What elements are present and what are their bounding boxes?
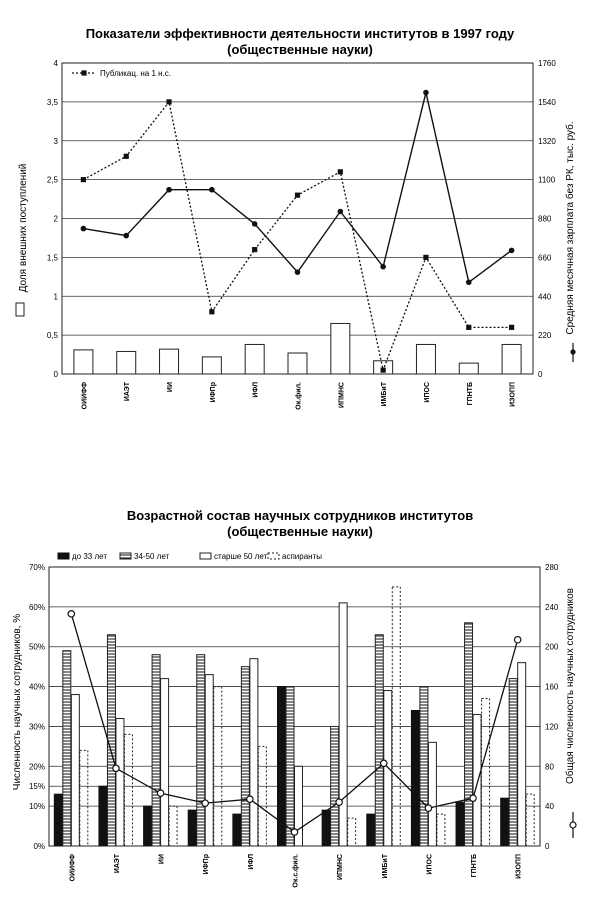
chart1-point-solid	[252, 221, 258, 227]
chart2-bar-senior	[161, 679, 169, 846]
chart1-right-tick: 1760	[538, 59, 556, 68]
chart2-legend-swatch	[268, 553, 279, 559]
chart1-point-dotted	[166, 99, 171, 104]
chart2-bar-postgrad	[80, 750, 88, 846]
chart1-point-dotted	[338, 169, 343, 174]
chart2-category-label: ИАЭТ	[113, 854, 121, 874]
chart-efficiency	[0, 0, 600, 440]
chart1-right-tick: 1100	[538, 175, 556, 185]
chart1-point-dotted	[295, 193, 300, 198]
chart2-right-tick: 80	[545, 762, 554, 772]
chart2-category-label: ОИИФФ	[69, 854, 77, 882]
chart2-bar-senior	[205, 675, 213, 846]
chart1-point-solid	[466, 279, 472, 285]
chart1-legend-marker	[81, 70, 86, 75]
chart1-point-solid	[423, 90, 429, 96]
chart2-bar-young	[144, 806, 152, 846]
chart2-point-total	[336, 799, 342, 805]
chart2-right-axis-label: Общая численность научных сотрудников	[565, 588, 576, 784]
chart2-left-tick: 30%	[28, 722, 45, 732]
chart1-category-label: ИПМНС	[338, 382, 346, 409]
chart1-right-tick: 1540	[538, 97, 556, 107]
chart1-point-dotted	[423, 255, 428, 260]
chart1-point-solid	[123, 233, 129, 239]
chart2-legend-swatch	[58, 553, 69, 559]
chart1-point-solid	[166, 187, 172, 193]
chart1-right-tick: 660	[538, 253, 552, 263]
chart2-bar-postgrad	[169, 806, 177, 846]
chart1-category-label: ИФЛ	[252, 382, 260, 398]
chart2-left-tick: 40%	[28, 682, 45, 692]
chart2-bar-postgrad	[482, 699, 490, 846]
chart1-bar	[117, 351, 136, 374]
chart2-bar-senior	[250, 659, 258, 846]
chart2-bar-middle	[331, 726, 339, 846]
chart1-left-tick: 0,5	[46, 331, 58, 341]
chart2-category-label: ИЗОПП	[515, 854, 523, 879]
chart2-bar-young	[233, 814, 241, 846]
chart2-left-tick: 60%	[28, 602, 45, 612]
chart2-left-tick: 10%	[28, 802, 45, 812]
chart2-bar-senior	[428, 742, 436, 846]
chart2-bar-middle	[375, 635, 383, 846]
chart2-point-total	[157, 790, 163, 796]
chart2-right-tick: 240	[545, 602, 559, 612]
chart1-left-tick: 2,5	[46, 175, 58, 185]
chart2-bar-middle	[241, 667, 249, 846]
chart1-point-dotted	[466, 325, 471, 330]
chart1-left-tick: 1	[53, 292, 58, 302]
chart2-bar-young	[411, 710, 419, 846]
chart1-legend-label: Публикац. на 1 н.с.	[100, 69, 171, 78]
chart1-category-label: ИАЭТ	[124, 382, 132, 402]
chart2-category-label: ИИ	[158, 854, 166, 865]
chart1-left-axis-label: Доля внешних поступлений	[18, 163, 29, 293]
chart2-bar-middle	[286, 687, 294, 846]
chart1-category-label: ГПНТБ	[466, 382, 474, 406]
chart2-category-label: ИПОС	[426, 854, 434, 875]
chart1-bar	[288, 353, 307, 374]
chart2-bar-young	[99, 786, 107, 846]
chart1-right-tick: 0	[538, 370, 543, 379]
chart1-bar	[74, 350, 93, 374]
chart1-point-solid	[509, 248, 515, 254]
chart1-bar	[245, 344, 264, 374]
chart2-bar-senior	[473, 714, 481, 846]
chart2-left-axis-label: Численность научных сотрудников, %	[12, 613, 23, 791]
chart2-legend-swatch	[200, 553, 211, 559]
chart1-left-tick: 4	[53, 59, 58, 68]
chart2-category-label: ИМБиТ	[381, 854, 389, 879]
chart2-legend-label: до 33 лет	[72, 552, 107, 561]
chart2-bar-senior	[518, 663, 526, 846]
chart1-left-tick: 2	[53, 214, 58, 224]
chart1-point-dotted	[209, 309, 214, 314]
chart1-right-tick: 1320	[538, 136, 556, 146]
chart1-category-label: ОИИФФ	[81, 382, 89, 410]
chart2-legend-label: старше 50 лет	[214, 552, 268, 561]
chart2-point-total	[202, 800, 208, 806]
chart1-right-tick: 440	[538, 292, 552, 302]
chart2-right-tick: 0	[545, 842, 550, 851]
chart2-bar-postgrad	[124, 734, 132, 846]
chart2-bar-postgrad	[348, 818, 356, 846]
chart1-category-label: ИИ	[167, 382, 175, 393]
chart2-category-label: ГПНТБ	[471, 854, 479, 878]
chart1-series-line-dotted	[83, 102, 511, 370]
chart2-right-axis-point-key	[570, 822, 576, 828]
chart1-point-solid	[380, 264, 386, 270]
chart1-point-dotted	[252, 247, 257, 252]
chart1-point-dotted	[381, 368, 386, 373]
chart1-category-label: ИФПр	[209, 382, 217, 403]
chart2-point-total	[514, 637, 520, 643]
chart2-bar-postgrad	[437, 814, 445, 846]
chart1-category-label: ИПОС	[423, 382, 431, 403]
chart2-bar-senior	[339, 603, 347, 846]
chart2-bar-senior	[384, 691, 392, 846]
chart2-bar-senior	[71, 695, 79, 846]
chart2-right-tick: 200	[545, 642, 559, 652]
chart2-legend-label: аспиранты	[282, 552, 322, 561]
chart1-subtitle: (общественные науки)	[227, 42, 373, 57]
chart1-category-label: ИЗОПП	[509, 382, 517, 407]
chart2-point-total	[68, 611, 74, 617]
chart2-bar-young	[501, 798, 509, 846]
chart2-legend-swatch	[120, 553, 131, 559]
chart1-right-axis-label: Средняя месячная зарплата без РК, тыс. руб.	[565, 121, 576, 335]
chart1-bar	[331, 323, 350, 374]
chart2-category-label: ИФПр	[203, 854, 211, 875]
chart2-category-label: Ок.с.фил.	[292, 854, 300, 888]
chart2-bar-middle	[465, 623, 473, 846]
chart1-bar	[502, 344, 521, 374]
chart1-right-tick: 220	[538, 331, 552, 341]
chart2-bar-middle	[509, 679, 517, 846]
chart2-left-tick: 20%	[28, 762, 45, 772]
chart2-right-tick: 280	[545, 563, 559, 572]
chart2-point-total	[425, 805, 431, 811]
chart1-point-dotted	[509, 325, 514, 330]
chart2-category-label: ИПМНС	[337, 854, 345, 881]
chart2-point-total	[470, 795, 476, 801]
chart2-point-total	[113, 765, 119, 771]
chart1-bar	[416, 344, 435, 374]
chart1-bar	[202, 357, 221, 374]
chart1-right-tick: 880	[538, 214, 552, 224]
chart2-right-tick: 40	[545, 802, 554, 812]
chart2-bar-middle	[107, 635, 115, 846]
chart1-bar	[459, 363, 478, 374]
chart2-bar-young	[188, 810, 196, 846]
chart2-bar-young	[456, 802, 464, 846]
chart2-bar-middle	[420, 687, 428, 846]
chart2-category-label: ИФЛ	[247, 854, 255, 870]
chart1-category-label: Ок.фил.	[295, 382, 303, 410]
chart1-point-solid	[209, 187, 215, 193]
chart2-bar-young	[367, 814, 375, 846]
chart1-left-tick: 0	[53, 370, 58, 379]
chart2-left-tick: 70%	[28, 563, 45, 572]
chart2-point-total	[381, 760, 387, 766]
chart2-bar-postgrad	[526, 794, 534, 846]
chart1-category-label: ИМБиТ	[381, 382, 389, 407]
chart2-bar-young	[322, 810, 330, 846]
chart-age-structure	[0, 440, 600, 903]
chart1-series-line-solid	[83, 93, 511, 283]
chart1-title: Показатели эффективности деятельности институтов в 1997 году	[85, 26, 515, 41]
chart2-left-tick: 0%	[33, 842, 45, 851]
chart1-point-dotted	[124, 154, 129, 159]
chart1-left-tick: 3	[53, 136, 58, 146]
chart2-bar-middle	[63, 651, 71, 846]
chart2-right-tick: 160	[545, 682, 559, 692]
chart2-right-tick: 120	[545, 722, 559, 732]
chart2-subtitle: (общественные науки)	[227, 524, 373, 539]
chart2-bar-senior	[116, 718, 124, 846]
chart1-left-axis-bar-key	[16, 303, 24, 316]
chart1-left-tick: 3,5	[46, 97, 58, 107]
chart2-bar-postgrad	[258, 746, 266, 846]
chart2-left-tick: 50%	[28, 642, 45, 652]
chart2-left-tick: 15%	[28, 782, 45, 792]
chart2-bar-middle	[152, 655, 160, 846]
chart2-legend-label: 34-50 лет	[134, 552, 170, 561]
chart1-left-tick: 1,5	[46, 253, 58, 263]
chart1-point-dotted	[81, 177, 86, 182]
chart1-point-solid	[338, 209, 344, 215]
chart1-right-axis-point-key	[570, 349, 575, 354]
chart1-point-solid	[81, 226, 87, 232]
chart1-bar	[160, 349, 179, 374]
chart2-bar-postgrad	[392, 587, 400, 846]
chart2-bar-middle	[197, 655, 205, 846]
chart2-point-total	[291, 829, 297, 835]
chart2-bar-young	[54, 794, 62, 846]
chart2-title: Возрастной состав научных сотрудников институтов	[126, 508, 474, 523]
chart1-point-solid	[295, 269, 301, 275]
chart2-point-total	[247, 796, 253, 802]
